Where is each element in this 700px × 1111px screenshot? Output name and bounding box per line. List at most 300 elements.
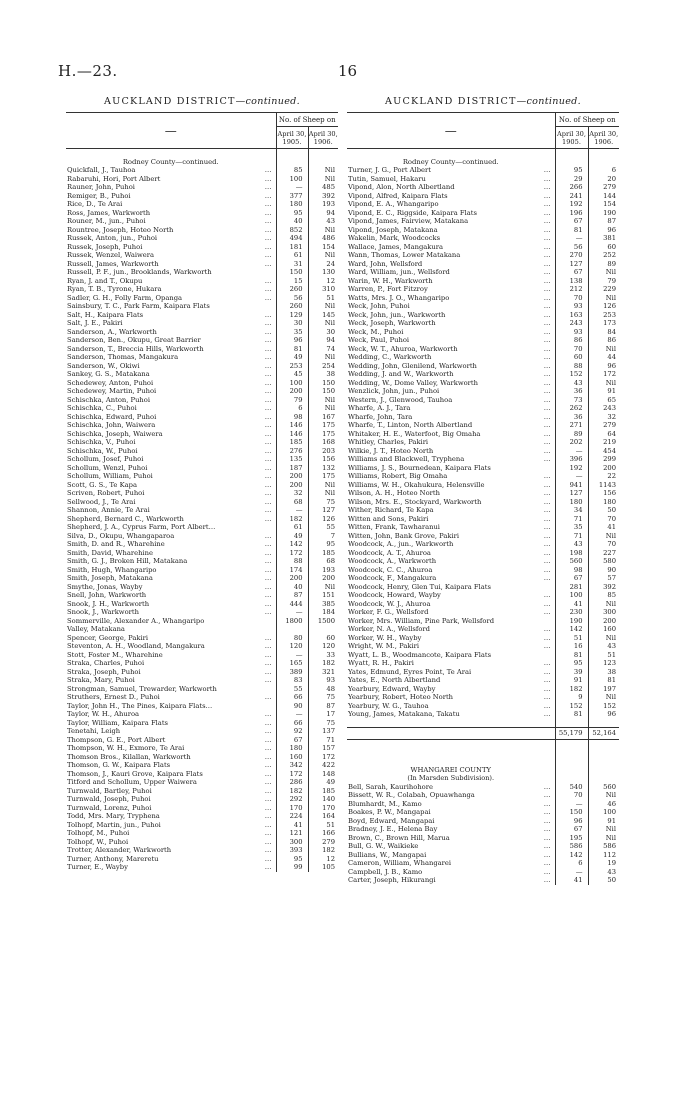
owner-cell — [66, 251, 276, 260]
table-row — [347, 608, 619, 617]
owner-name: Yearbury, W. G., Tauhoa — [348, 701, 429, 710]
sheep-1906: 32 — [588, 413, 619, 422]
owner-name: Schischka, Joseph, Waiwera — [67, 429, 163, 438]
sheep-1905: 190 — [555, 617, 588, 626]
owner-name: Schischka, Edward, Puhoi — [67, 412, 157, 421]
table-row — [347, 404, 619, 413]
sheep-1905: 342 — [276, 761, 308, 770]
document-reference: H.—23. — [58, 62, 118, 80]
sheep-1906: 75 — [308, 719, 338, 728]
leader-dots: … — [264, 786, 272, 795]
table-body — [347, 149, 619, 885]
owner-cell — [347, 285, 555, 294]
leader-dots: … — [264, 769, 272, 778]
sheep-1906: 200 — [588, 464, 619, 473]
table-row — [66, 217, 338, 226]
owner-name: Russek, Anton, jun., Puhoi — [67, 234, 158, 242]
leader-dots: … — [543, 183, 551, 191]
owner-cell — [66, 396, 276, 405]
sheep-1906: 51 — [588, 651, 619, 660]
sheep-1906: 93 — [308, 676, 338, 685]
owner-cell — [66, 430, 276, 439]
owner-cell — [66, 489, 276, 498]
owner-cell — [347, 379, 555, 388]
leader-dots: … — [543, 782, 551, 791]
leader-dots: … — [264, 497, 272, 506]
leader-dots: … — [264, 234, 272, 242]
sheep-1905: 163 — [555, 311, 588, 320]
table-row — [66, 744, 338, 753]
year-1905-header: April 30, 1905. — [555, 127, 588, 149]
owner-cell — [347, 217, 555, 226]
sheep-1906: 51 — [308, 294, 338, 303]
owner-cell — [66, 625, 276, 634]
sheep-1906: 17 — [308, 710, 338, 719]
sheep-1906: 392 — [588, 583, 619, 592]
owner-name: Boakes, P. W., Mangapai — [348, 808, 431, 816]
sheep-count-header: No. of Sheep on — [276, 113, 338, 127]
owner-cell — [347, 817, 555, 826]
owner-cell — [347, 515, 555, 524]
owner-cell — [66, 302, 276, 311]
owner-name: Woodcock, C. C., Ahuroa — [348, 565, 433, 574]
owner-name: Warren, P., Fort Fitzroy — [348, 285, 428, 293]
table-row — [347, 685, 619, 694]
table-row — [66, 736, 338, 745]
owner-cell — [347, 668, 555, 677]
table-row — [66, 498, 338, 507]
owner-cell — [66, 362, 276, 371]
owner-cell — [347, 702, 555, 711]
table-row — [66, 608, 338, 617]
owner-name: Weck, John, jun., Warkworth — [348, 310, 446, 319]
owner-cell — [347, 268, 555, 277]
table-row — [347, 851, 619, 860]
sheep-1906: 175 — [308, 430, 338, 439]
sheep-1905: 142 — [276, 540, 308, 549]
table-row — [347, 791, 619, 800]
owner-name: Tutin, Samuel, Hakaru — [348, 174, 426, 183]
owner-cell — [66, 387, 276, 396]
sheep-1906: 94 — [308, 209, 338, 218]
owner-cell — [347, 370, 555, 379]
table-row — [347, 209, 619, 218]
sheep-count-header: No. of Sheep on — [555, 113, 619, 127]
owner-name: Wedding, John, Glenilend, Warkworth — [348, 361, 477, 370]
table-row — [347, 532, 619, 541]
sheep-1905: 260 — [276, 302, 308, 311]
owner-name: Brown, C., Brown Hill, Maruа — [348, 833, 450, 842]
leader-dots: … — [264, 293, 272, 302]
leader-dots: … — [264, 735, 272, 744]
owner-cell — [66, 311, 276, 320]
table-row — [66, 387, 338, 396]
section-heading: Rodney County—continued. — [402, 157, 499, 166]
owner-cell — [66, 642, 276, 651]
sheep-1906: 392 — [308, 192, 338, 201]
leader-dots: … — [543, 642, 551, 650]
sheep-1905: 224 — [276, 812, 308, 821]
owner-cell — [347, 506, 555, 515]
sheep-1906: Nil — [308, 404, 338, 413]
owner-cell — [66, 591, 276, 600]
leader-dots: … — [264, 514, 272, 523]
table-row — [66, 795, 338, 804]
sheep-1905: 202 — [555, 438, 588, 447]
owner-cell — [347, 302, 555, 311]
owner-name: Rouner, M., jun., Puhoi — [67, 217, 146, 225]
sheep-1905: 271 — [555, 421, 588, 430]
sheep-1906: 156 — [308, 455, 338, 464]
leader-dots: … — [264, 795, 272, 803]
sheep-1905: 100 — [276, 175, 308, 184]
owner-cell — [66, 583, 276, 592]
table-row — [347, 430, 619, 439]
owner-name: Wright, W. M., Pakiri — [348, 642, 419, 650]
table-row — [66, 591, 338, 600]
leader-dots: … — [264, 174, 272, 183]
sheep-1905: 67 — [555, 217, 588, 226]
sheep-1906: 422 — [308, 761, 338, 770]
sheep-1906: 197 — [588, 685, 619, 694]
owner-name: Quickfall, J., Tauhoa — [67, 166, 136, 174]
owner-name: Woodcock, W. J., Ahuroa — [348, 599, 431, 608]
owner-cell — [66, 328, 276, 337]
owner-cell — [347, 868, 555, 877]
table-row — [66, 472, 338, 481]
leader-dots: … — [543, 242, 551, 251]
sheep-1905: 100 — [276, 379, 308, 388]
owner-name: Sanderson, Thomas, Mangakura — [67, 353, 179, 361]
owner-cell — [347, 642, 555, 651]
sheep-1905: 91 — [555, 676, 588, 685]
owner-name: Snook, J. H., Warkworth — [67, 599, 150, 608]
sheep-1906: Nil — [308, 166, 338, 175]
owner-name: Snook, J., Warkworth — [67, 608, 139, 616]
sheep-1906: 57 — [588, 574, 619, 583]
leader-dots: … — [543, 842, 551, 850]
leader-dots: … — [543, 378, 551, 387]
sheep-1905: 135 — [276, 455, 308, 464]
owner-name: Thomson, G. W., Kaipara Flats — [67, 761, 171, 769]
sheep-table — [347, 112, 619, 885]
owner-name: Turner, J. G., Port Albert — [348, 166, 431, 174]
sheep-1905: 93 — [555, 328, 588, 337]
owner-cell — [66, 506, 276, 515]
year-1906-header: April 30, 1906. — [308, 127, 338, 149]
owner-name: Russell, James, Warkworth — [67, 259, 159, 268]
table-row — [347, 464, 619, 473]
leader-dots: … — [543, 816, 551, 825]
table-row — [347, 800, 619, 809]
leader-dots: … — [264, 217, 272, 225]
sheep-1905: 43 — [555, 379, 588, 388]
sheep-1906: 321 — [308, 668, 338, 677]
leader-dots: … — [264, 693, 272, 701]
sheep-1906: 85 — [588, 591, 619, 600]
sheep-1906: 48 — [308, 685, 338, 694]
sheep-1905: 100 — [555, 591, 588, 600]
sheep-1906: 185 — [308, 549, 338, 558]
sheep-1905: 89 — [555, 430, 588, 439]
owner-name: Turner, Anthony, Mareretu — [67, 854, 159, 863]
sheep-1905: 200 — [276, 387, 308, 396]
sheep-1905: 200 — [276, 472, 308, 481]
owner-cell — [347, 234, 555, 243]
table-row — [66, 693, 338, 702]
sheep-1906: 170 — [308, 804, 338, 813]
sheep-1906: 68 — [308, 557, 338, 566]
owner-name: Smith, Hugh, Whangaripo — [67, 565, 157, 574]
owner-cell — [347, 834, 555, 843]
sheep-1905: 67 — [555, 574, 588, 583]
owner-name: Schischka, John, Waiwera — [67, 421, 156, 429]
sheep-1905: 99 — [276, 863, 308, 872]
sheep-1906: 87 — [588, 217, 619, 226]
sheep-1906: 75 — [308, 693, 338, 702]
leader-dots: … — [543, 676, 551, 684]
sheep-1905: 198 — [555, 549, 588, 558]
sheep-1905: 292 — [276, 795, 308, 804]
owner-name: Schischka, C., Puhoi — [67, 404, 137, 412]
sheep-1906: 87 — [308, 702, 338, 711]
owner-name: Turnwald, Joseph, Puhoi — [67, 795, 151, 803]
sheep-1905: — — [555, 472, 588, 481]
owner-name: Weck, John, Puhoi — [348, 302, 410, 310]
sheep-1906: 152 — [588, 702, 619, 711]
leader-dots: … — [543, 557, 551, 565]
sheep-1906: 156 — [588, 489, 619, 498]
owner-cell — [66, 727, 276, 736]
owner-cell — [347, 455, 555, 464]
owner-cell — [66, 812, 276, 821]
sheep-1905: 70 — [555, 791, 588, 800]
owner-name: Sainsbury, T. C., Park Farm, Kaipara Flats — [67, 302, 210, 310]
year-1905-header: April 30, 1905. — [276, 127, 308, 149]
leader-dots: … — [543, 472, 551, 480]
owner-name: Blumhardt, M., Kamo — [348, 799, 422, 808]
owner-name: Wharfe, John, Tara — [348, 412, 413, 421]
sheep-1905: 87 — [276, 591, 308, 600]
table-row — [66, 710, 338, 719]
sheep-1905: 56 — [276, 294, 308, 303]
table-row — [66, 319, 338, 328]
owner-cell — [66, 183, 276, 192]
leader-dots: … — [543, 489, 551, 497]
table-row — [347, 226, 619, 235]
owner-name: Bradney, J. E., Helena Bay — [348, 825, 438, 833]
sheep-1905: 88 — [555, 362, 588, 371]
leader-dots: … — [264, 548, 272, 557]
sheep-1906: 168 — [308, 438, 338, 447]
sheep-1906: 90 — [588, 566, 619, 575]
table-row — [66, 404, 338, 413]
leader-dots: … — [264, 650, 272, 659]
sheep-1905: 300 — [276, 838, 308, 847]
owner-name: Snell, John, Warkworth — [67, 591, 147, 599]
table-row — [347, 549, 619, 558]
sheep-1906: 140 — [308, 795, 338, 804]
leader-dots: … — [543, 455, 551, 463]
table-row — [66, 846, 338, 855]
district-heading — [347, 96, 619, 112]
table-row — [66, 311, 338, 320]
sheep-1905: 45 — [276, 370, 308, 379]
sheep-1906: 190 — [588, 209, 619, 218]
table-row — [66, 370, 338, 379]
sheep-1906: 132 — [308, 464, 338, 473]
table-row — [66, 345, 338, 354]
sheep-1905: 92 — [276, 727, 308, 736]
owner-name: Sommerville, Alexander A., Whangaripo — [67, 616, 205, 625]
sheep-1905: 146 — [276, 430, 308, 439]
owner-cell — [66, 260, 276, 269]
owner-name: Taylor, W. H., Ahuroa — [67, 710, 140, 718]
owner-name: Carter, Joseph, Hikurangi — [348, 876, 436, 884]
leader-dots: … — [264, 336, 272, 344]
page-header — [58, 62, 658, 82]
owner-name: Worker, Mrs. William, Pine Park, Wellsford — [348, 616, 495, 625]
sheep-1905: 396 — [555, 455, 588, 464]
owner-name: Russek, Joseph, Puhoi — [67, 242, 143, 251]
owner-cell — [66, 685, 276, 694]
owner-cell — [66, 447, 276, 456]
table-row — [66, 336, 338, 345]
sheep-1906: 166 — [308, 829, 338, 838]
sheep-1906: 22 — [588, 472, 619, 481]
table-row — [347, 166, 619, 175]
table-row — [347, 472, 619, 481]
sheep-1905: 15 — [276, 277, 308, 286]
sheep-1905: 95 — [276, 855, 308, 864]
owner-name: Woodcock, A. T., Ahuroa — [348, 548, 431, 557]
leader-dots: … — [543, 867, 551, 876]
leader-dots: … — [264, 242, 272, 251]
sheep-1906: 12 — [308, 855, 338, 864]
table-row — [347, 808, 619, 817]
owner-cell — [66, 336, 276, 345]
sheep-1905: 93 — [555, 302, 588, 311]
table-row — [66, 192, 338, 201]
name-column-header: — — [66, 113, 276, 149]
leader-dots: … — [264, 208, 272, 217]
owner-cell — [347, 226, 555, 235]
owner-name: Sanderson, W., Okiwi — [67, 361, 140, 370]
owner-cell — [66, 421, 276, 430]
leader-dots: … — [264, 531, 272, 540]
table-row — [347, 651, 619, 660]
owner-name: Woodcock, A., jun., Warkworth — [348, 540, 454, 548]
owner-cell — [347, 277, 555, 286]
sheep-1905: 35 — [555, 523, 588, 532]
owner-name: Rauner, John, Puhoi — [67, 183, 135, 191]
table-row — [66, 294, 338, 303]
table-row — [66, 855, 338, 864]
leader-dots: … — [543, 251, 551, 259]
sheep-1905: 71 — [555, 532, 588, 541]
leader-dots: … — [543, 387, 551, 395]
owner-cell — [66, 846, 276, 855]
sheep-1906: 254 — [308, 362, 338, 371]
owner-name: Vipond, James, Fairview, Matakana — [348, 217, 469, 225]
sheep-1906: 252 — [588, 251, 619, 260]
owner-cell — [347, 362, 555, 371]
table-row — [66, 668, 338, 677]
table-row — [66, 175, 338, 184]
sheep-1905: 40 — [276, 217, 308, 226]
table-row — [347, 583, 619, 592]
owner-cell — [347, 876, 555, 885]
sheep-1905: 180 — [276, 744, 308, 753]
leader-dots: … — [264, 752, 272, 761]
sheep-1906 — [308, 625, 338, 634]
table-row — [66, 753, 338, 762]
table-row — [66, 821, 338, 830]
owner-cell — [347, 421, 555, 430]
leader-dots: … — [543, 548, 551, 557]
table-row — [347, 311, 619, 320]
sheep-1906: 84 — [588, 328, 619, 337]
sheep-1905: 16 — [555, 642, 588, 651]
sheep-1906: 193 — [308, 200, 338, 209]
district-continued: —continued. — [235, 96, 300, 107]
sheep-1906: 182 — [308, 659, 338, 668]
sheep-1906: Nil — [588, 600, 619, 609]
owner-name: Struthers, Ernest D., Puhoi — [67, 693, 160, 701]
sheep-1906: 55 — [308, 523, 338, 532]
leader-dots: … — [264, 710, 272, 718]
leader-dots: … — [264, 863, 272, 871]
owner-cell — [66, 863, 276, 872]
sheep-1905: 142 — [555, 625, 588, 634]
owner-name: Silva, D., Okupu, Whangaparoa — [67, 531, 175, 540]
owner-name: Campbell, J. B., Kamo — [348, 867, 423, 876]
owner-name: Straka, Mary, Puhoi — [67, 676, 135, 684]
table-row — [66, 838, 338, 847]
owner-name: Russek, Wenzel, Waiwera — [67, 251, 155, 259]
sheep-1906: 253 — [588, 311, 619, 320]
owner-name: Sadler, G. H., Folly Farm, Opanga — [67, 293, 183, 302]
table-row — [66, 685, 338, 694]
owner-name: Bullians, W., Mangapai — [348, 850, 427, 859]
table-row — [66, 200, 338, 209]
owner-cell — [66, 549, 276, 558]
owner-name: Sellwood, J., Te Arai — [67, 497, 136, 506]
sheep-1906: 71 — [308, 736, 338, 745]
owner-cell — [347, 617, 555, 626]
owner-cell — [66, 744, 276, 753]
owner-name: Yearbury, Robert, Hoteo North — [348, 693, 454, 701]
leader-dots: … — [264, 540, 272, 548]
owner-name: Sanderson, Ben., Okupu, Great Barrier — [67, 336, 201, 344]
sheep-1906: 279 — [308, 838, 338, 847]
owner-cell — [66, 404, 276, 413]
leader-dots: … — [264, 667, 272, 676]
sheep-1905: 377 — [276, 192, 308, 201]
leader-dots: … — [543, 446, 551, 455]
sheep-1906: 81 — [588, 676, 619, 685]
leader-dots: … — [543, 285, 551, 293]
leader-dots: … — [264, 446, 272, 455]
leader-dots: … — [264, 472, 272, 480]
leader-dots: … — [543, 370, 551, 378]
owner-name: Williams, W. H., Okahukura, Helensville — [348, 480, 485, 489]
table-row — [66, 166, 338, 175]
sheep-1905: 79 — [276, 396, 308, 405]
table-row — [66, 379, 338, 388]
table-row — [66, 268, 338, 277]
sheep-1906: 385 — [308, 600, 338, 609]
